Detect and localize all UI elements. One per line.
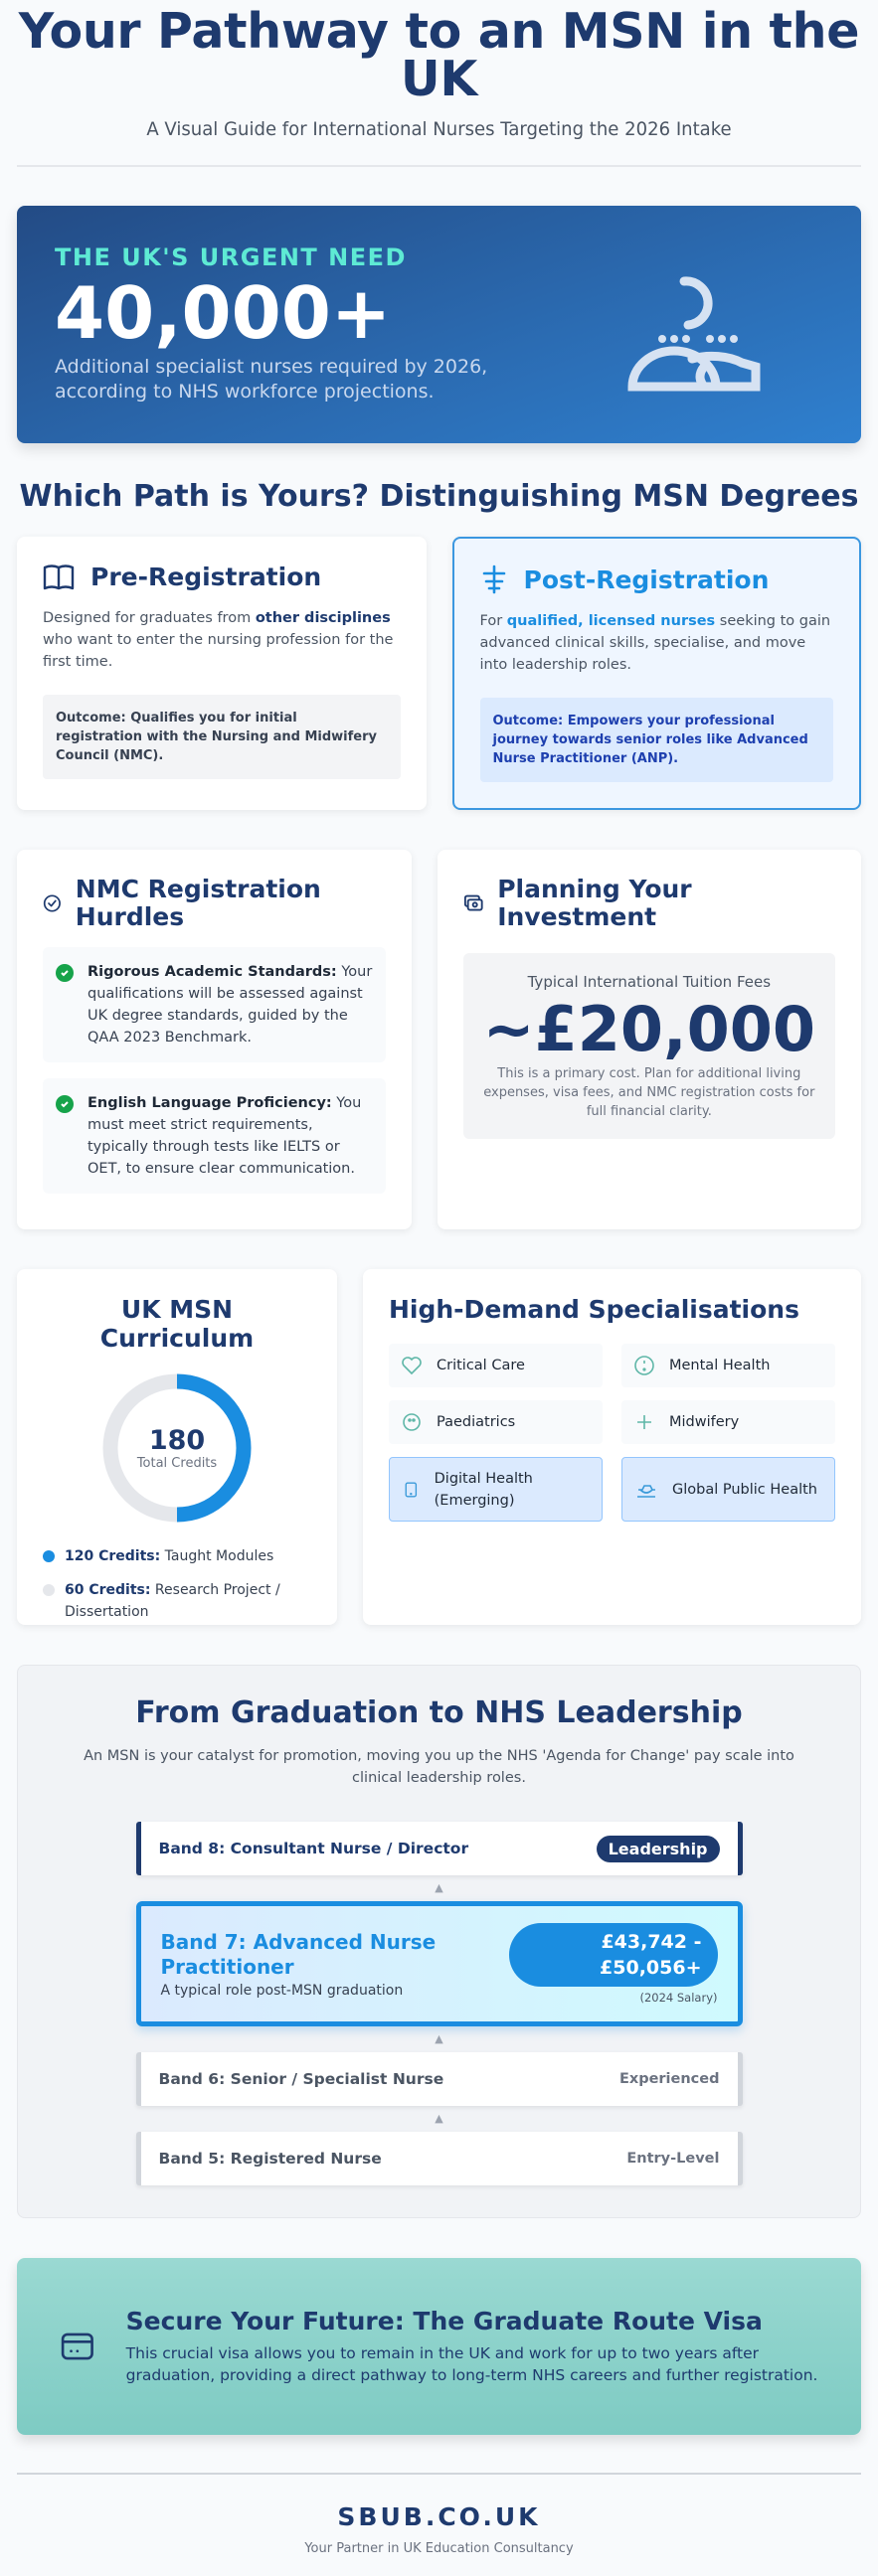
hero-banner <box>17 206 861 443</box>
graduate-visa-banner <box>17 2258 861 2435</box>
curriculum-card <box>17 1269 337 1625</box>
post-registration-outcome: Outcome: Empowers your professional journey towards senior roles like Advanced Nurse Practitioner (ANP). <box>480 698 834 782</box>
pre-registration-card <box>17 537 427 810</box>
globe-icon <box>634 1479 658 1501</box>
career-ladder-section <box>17 1665 861 2218</box>
specialisation-global-public-health: Global Public Health <box>621 1457 835 1522</box>
page-title: Your Pathway to an MSN in the UK <box>18 3 860 107</box>
hurdle-item: Rigorous Academic Standards: Your qualifications will be assessed against UK degree standards, guided by the QAA 2023 Benchmark. <box>43 947 386 1062</box>
band-6-tag: Experienced <box>618 2071 720 2087</box>
hero-kicker: THE UK'S URGENT NEED <box>55 243 407 271</box>
page-subtitle: A Visual Guide for International Nurses Targeting the 2026 Intake <box>146 118 732 140</box>
hero-description: Additional specialist nurses required by 2026, according to NHS workforce projections. <box>55 356 488 402</box>
curriculum-legend <box>43 1545 311 1623</box>
requirements-grid <box>17 850 861 1229</box>
band-7-row <box>136 1901 743 2026</box>
page-header <box>17 0 861 167</box>
arrow-up-icon: ▲ <box>435 2032 443 2045</box>
specialisation-midwifery: Midwifery <box>621 1400 835 1444</box>
band-7-salary: £43,742 - £50,056+ <box>509 1923 718 1987</box>
band-8-row <box>136 1822 743 1875</box>
band-7-description: A typical role post-MSN graduation <box>160 1982 404 1999</box>
nurses-group-icon <box>622 263 772 393</box>
nmc-hurdles-card <box>17 850 412 1229</box>
plus-icon <box>633 1411 655 1433</box>
arrow-up-icon: ▲ <box>435 2112 443 2125</box>
legend-item-research: 60 Credits: Research Project / Dissertation <box>43 1579 311 1623</box>
baby-icon <box>401 1411 423 1433</box>
header-divider <box>17 165 861 167</box>
post-registration-title: Post-Registration <box>523 564 770 594</box>
check-badge-icon <box>56 964 74 982</box>
specialisations-card <box>363 1269 861 1625</box>
pre-registration-description: Designed for graduates from other disciplines who want to enter the nursing profession for the first time. <box>43 610 394 670</box>
footer-tagline: Your Partner in UK Education Consultancy <box>304 2541 574 2556</box>
heart-icon <box>401 1356 423 1375</box>
band-7-salary-note: (2024 Salary) <box>639 1991 718 2005</box>
specialisations-grid <box>389 1344 835 1522</box>
band-6-row <box>136 2052 743 2106</box>
money-icon <box>463 893 484 913</box>
credits-donut-chart <box>101 1372 253 1524</box>
pre-registration-outcome: Outcome: Qualifies you for initial registration with the Nursing and Midwifery Council (NMC). <box>43 695 401 779</box>
legend-dot-icon <box>43 1584 55 1596</box>
band-5-row <box>136 2132 743 2185</box>
specialisations-title: High-Demand Specialisations <box>389 1295 799 1324</box>
post-registration-description: For qualified, licensed nurses seeking to gain advanced clinical skills, specialise, and move into leadership roles. <box>479 613 831 673</box>
staff-icon <box>480 564 508 594</box>
band-6-name: Band 6: Senior / Specialist Nurse <box>158 2070 444 2088</box>
investment-card <box>438 850 861 1229</box>
career-title: From Graduation to NHS Leadership <box>135 1695 743 1730</box>
band-7-name: Band 7: Advanced Nurse Practitioner <box>160 1929 437 1979</box>
investment-title: Planning Your Investment <box>497 875 692 931</box>
total-credits-label: Total Credits <box>136 1455 218 1471</box>
footer <box>17 2475 861 2576</box>
legend-item-taught: 120 Credits: Taught Modules <box>43 1545 311 1567</box>
pre-registration-title: Pre-Registration <box>90 563 322 591</box>
specialisation-paediatrics: Paediatrics <box>389 1400 603 1444</box>
band-5-tag: Entry-Level <box>626 2151 720 2167</box>
visa-title: Secure Your Future: The Graduate Route Visa <box>125 2307 763 2335</box>
curriculum-title: UK MSN Curriculum <box>99 1295 255 1353</box>
curriculum-specialisations-row <box>17 1269 861 1625</box>
post-registration-card <box>452 537 862 810</box>
specialisation-digital-health: Digital Health (Emerging) <box>389 1457 603 1522</box>
nmc-hurdles-title: NMC Registration Hurdles <box>75 875 321 931</box>
paths-section-title: Which Path is Yours? Distinguishing MSN Degrees <box>19 479 859 514</box>
book-open-icon <box>43 564 75 591</box>
tablet-icon <box>402 1479 421 1501</box>
tuition-label: Typical International Tuition Fees <box>527 973 772 991</box>
footer-brand[interactable]: SBUB.CO.UK <box>337 2502 541 2531</box>
specialisation-critical-care: Critical Care <box>389 1344 603 1387</box>
total-credits-value: 180 <box>148 1424 206 1456</box>
arrow-up-icon: ▲ <box>435 1881 443 1894</box>
band-8-name: Band 8: Consultant Nurse / Director <box>158 1840 469 1857</box>
tuition-value: ~£20,000 <box>482 993 815 1065</box>
passport-icon <box>61 2320 94 2373</box>
band-8-tag: Leadership <box>597 1836 720 1862</box>
career-subtitle: An MSN is your catalyst for promotion, moving you up the NHS 'Agenda for Change' pay scale into clinical leadership roles. <box>84 1748 794 1786</box>
specialisation-mental-health: Mental Health <box>621 1344 835 1387</box>
check-circle-icon <box>43 892 62 914</box>
band-5-name: Band 5: Registered Nurse <box>158 2150 382 2168</box>
hurdle-item: English Language Proficiency: You must meet strict requirements, typically through tests like IELTS or OET, to ensure clear communication. <box>43 1078 386 1194</box>
tuition-fees-box <box>463 953 835 1139</box>
visa-description: This crucial visa allows you to remain in the UK and work for up to two years after graduation, providing a direct pathway to long-term NHS careers and further registration. <box>125 2344 818 2384</box>
brain-icon <box>633 1355 655 1376</box>
legend-dot-icon <box>43 1550 55 1562</box>
check-badge-icon <box>56 1095 74 1113</box>
tuition-note: This is a primary cost. Plan for additional living expenses, visa fees, and NMC registration costs for full financial clarity. <box>483 1066 815 1119</box>
hero-stat: 40,000+ <box>55 271 392 355</box>
paths-grid <box>17 537 861 810</box>
career-ladder <box>136 1822 743 2185</box>
